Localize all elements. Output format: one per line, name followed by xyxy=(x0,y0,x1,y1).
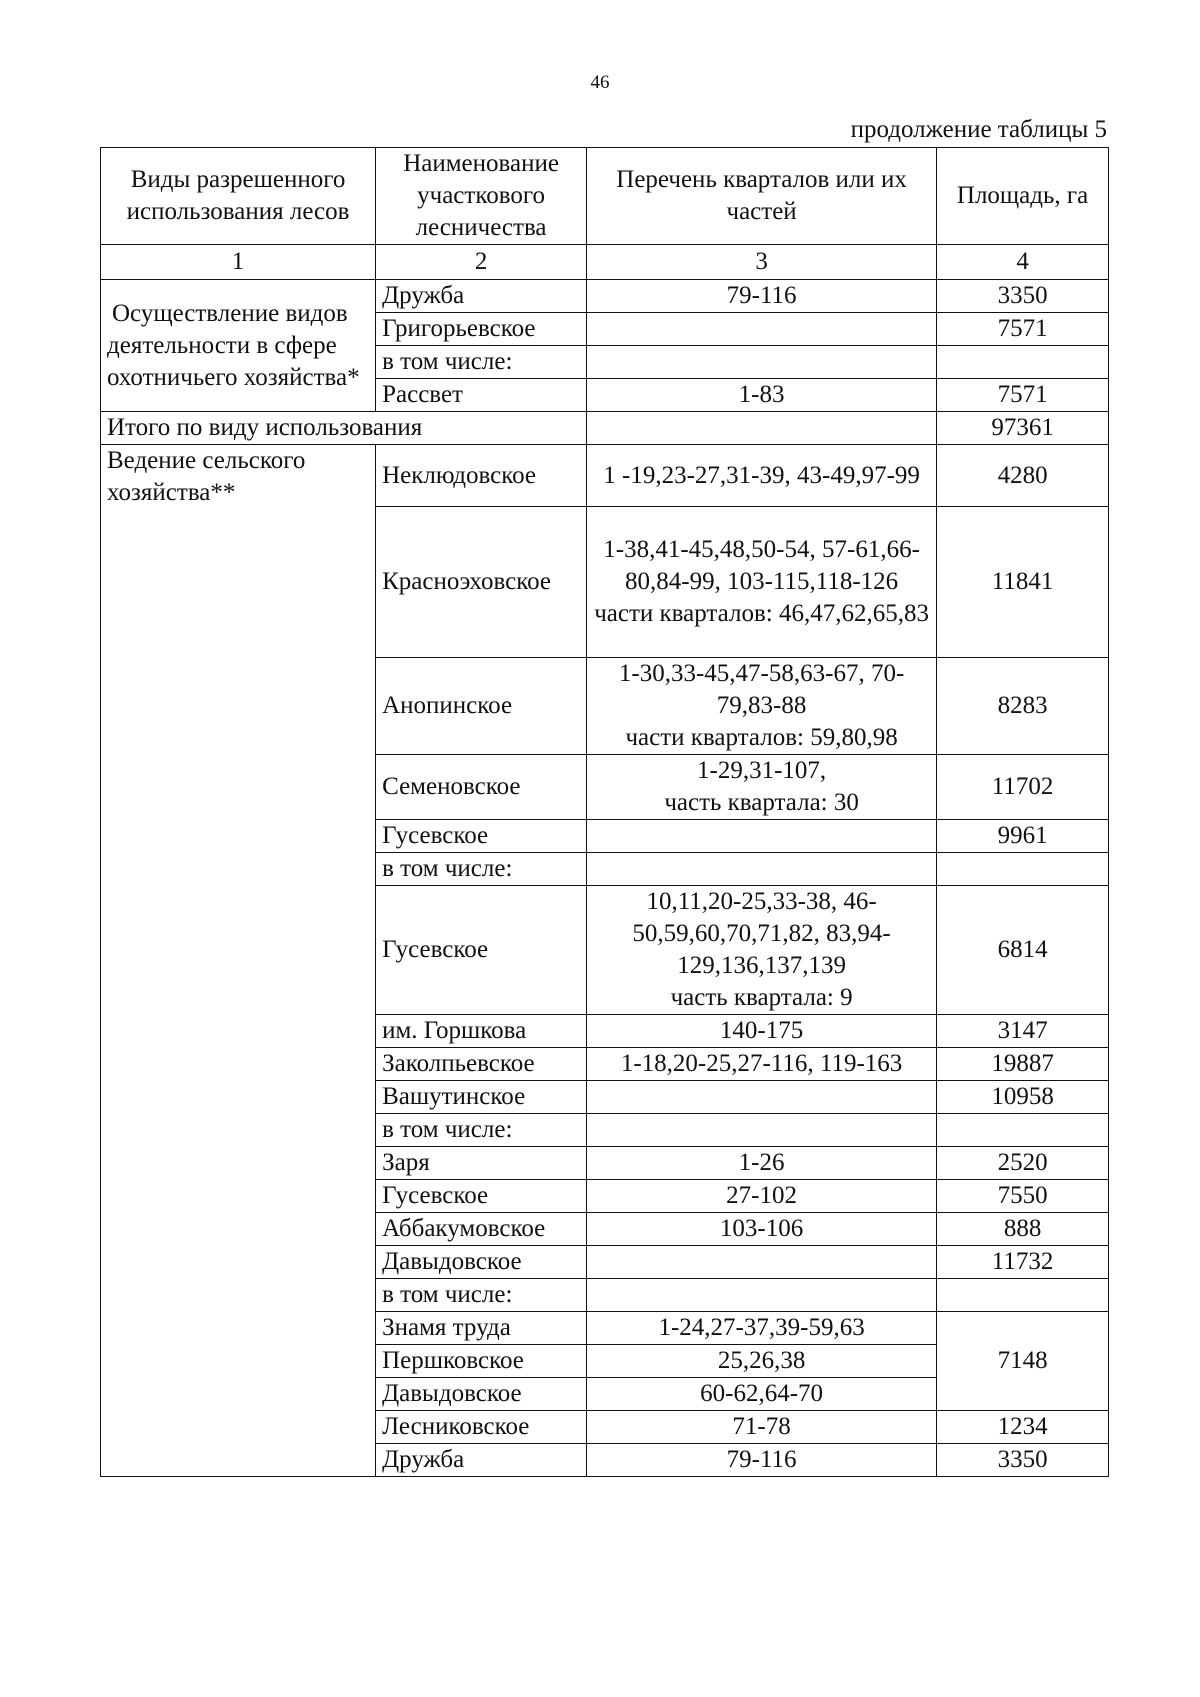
quarters-cell xyxy=(587,1279,937,1312)
quarters-cell: 60-62,64-70 xyxy=(587,1378,937,1411)
area-cell: 2520 xyxy=(937,1147,1109,1180)
column-number: 3 xyxy=(587,245,937,280)
quarters-list: 1-38,41-45,48,50-54, 57-61,66-80,84-99, 103-115,118-126 xyxy=(603,536,920,595)
forestry-name: Гусевское xyxy=(376,886,587,1015)
area-cell: 9961 xyxy=(937,820,1109,853)
quarters-cell xyxy=(587,1081,937,1114)
quarters-cell xyxy=(587,755,937,820)
area-cell: 3147 xyxy=(937,1015,1109,1048)
quarters-cell xyxy=(587,820,937,853)
quarters-cell xyxy=(587,853,937,886)
page-number: 46 xyxy=(590,72,610,93)
forestry-name: Першковское xyxy=(376,1345,587,1378)
area-cell xyxy=(937,1279,1109,1312)
quarters-cell: 1-24,27-37,39-59,63 xyxy=(587,1312,937,1345)
quarters-note: часть квартала: 30 xyxy=(664,789,859,816)
table-row xyxy=(101,445,1109,507)
forestry-name: Григорьевское xyxy=(376,313,587,346)
forestry-name: Лесниковское xyxy=(376,1411,587,1444)
use-kind-hunting xyxy=(101,280,376,412)
quarters-cell: 1-83 xyxy=(587,379,937,412)
quarters-cell xyxy=(587,507,937,658)
table-row xyxy=(101,280,1109,313)
area-cell: 6814 xyxy=(937,886,1109,1015)
forest-use-table xyxy=(100,147,1109,1477)
shared-area-cell: 7148 xyxy=(937,1312,1109,1411)
forestry-name: Заколпьевское xyxy=(376,1048,587,1081)
quarters-cell: 1-26 xyxy=(587,1147,937,1180)
table-caption: продолжение таблицы 5 xyxy=(850,116,1107,143)
quarters-cell xyxy=(587,313,937,346)
area-cell: 1234 xyxy=(937,1411,1109,1444)
forestry-name: им. Горшкова xyxy=(376,1015,587,1048)
forestry-name: Рассвет xyxy=(376,379,587,412)
area-cell xyxy=(937,1114,1109,1147)
forestry-name: Заря xyxy=(376,1147,587,1180)
total-label: Итого по виду использования xyxy=(101,412,587,445)
quarters-cell xyxy=(587,886,937,1015)
quarters-cell xyxy=(587,658,937,755)
quarters-list: 1-29,31-107, xyxy=(697,757,827,784)
area-cell: 8283 xyxy=(937,658,1109,755)
area-cell: 11702 xyxy=(937,755,1109,820)
area-cell: 11732 xyxy=(937,1246,1109,1279)
forestry-name: Семеновское xyxy=(376,755,587,820)
header-row xyxy=(101,148,1109,245)
quarters-cell xyxy=(587,346,937,379)
header-kind: Виды разрешенного использования лесов xyxy=(101,148,376,245)
area-cell: 7571 xyxy=(937,313,1109,346)
area-cell: 4280 xyxy=(937,445,1109,507)
column-number: 2 xyxy=(376,245,587,280)
forestry-name: в том числе: xyxy=(376,1279,587,1312)
forestry-name: в том числе: xyxy=(376,853,587,886)
total-row xyxy=(101,412,1109,445)
forestry-name: Вашутинское xyxy=(376,1081,587,1114)
forestry-name: Дружба xyxy=(376,1444,587,1477)
column-number-row xyxy=(101,245,1109,280)
area-cell: 3350 xyxy=(937,280,1109,313)
total-area: 97361 xyxy=(937,412,1109,445)
quarters-cell: 1 -19,23-27,31-39, 43-49,97-99 xyxy=(587,445,937,507)
quarters-cell xyxy=(587,1114,937,1147)
forestry-name: в том числе: xyxy=(376,346,587,379)
area-cell: 7571 xyxy=(937,379,1109,412)
column-number: 1 xyxy=(101,245,376,280)
forestry-name: Красноэховское xyxy=(376,507,587,658)
forestry-name: Гусевское xyxy=(376,1180,587,1213)
area-cell xyxy=(937,346,1109,379)
forestry-name: Давыдовское xyxy=(376,1246,587,1279)
use-kind-label: Осуществление видов деятельности в сфере охотничьего хозяйства* xyxy=(107,299,360,391)
area-cell xyxy=(937,853,1109,886)
forestry-name: Давыдовское xyxy=(376,1378,587,1411)
header-forestry: Наименование участкового лесничества xyxy=(376,148,587,245)
quarters-cell: 103-106 xyxy=(587,1213,937,1246)
quarters-cell: 71-78 xyxy=(587,1411,937,1444)
forestry-name: в том числе: xyxy=(376,1114,587,1147)
forestry-name: Гусевское xyxy=(376,820,587,853)
quarters-note: часть квартала: 9 xyxy=(670,984,853,1011)
quarters-cell xyxy=(587,412,937,445)
forestry-name: Неклюдовское xyxy=(376,445,587,507)
area-cell: 11841 xyxy=(937,507,1109,658)
forestry-name: Дружба xyxy=(376,280,587,313)
quarters-cell: 140-175 xyxy=(587,1015,937,1048)
area-cell: 7550 xyxy=(937,1180,1109,1213)
forestry-name: Аббакумовское xyxy=(376,1213,587,1246)
use-kind-agriculture xyxy=(101,445,376,1477)
quarters-list: 1-30,33-45,47-58,63-67, 70-79,83-88 xyxy=(618,660,905,719)
quarters-cell: 79-116 xyxy=(587,280,937,313)
area-cell: 10958 xyxy=(937,1081,1109,1114)
quarters-note: части кварталов: 59,80,98 xyxy=(625,724,898,751)
quarters-cell xyxy=(587,1246,937,1279)
use-kind-label: Ведение сельского хозяйства** xyxy=(107,447,306,506)
area-cell: 888 xyxy=(937,1213,1109,1246)
column-number: 4 xyxy=(937,245,1109,280)
header-area: Площадь, га xyxy=(937,148,1109,245)
area-cell: 19887 xyxy=(937,1048,1109,1081)
quarters-cell: 79-116 xyxy=(587,1444,937,1477)
area-cell: 3350 xyxy=(937,1444,1109,1477)
quarters-note: части кварталов: 46,47,62,65,83 xyxy=(594,600,929,627)
quarters-cell: 27-102 xyxy=(587,1180,937,1213)
quarters-cell: 25,26,38 xyxy=(587,1345,937,1378)
forestry-name: Знамя труда xyxy=(376,1312,587,1345)
forestry-name: Анопинское xyxy=(376,658,587,755)
quarters-list: 10,11,20-25,33-38, 46-50,59,60,70,71,82, 83,94-129,136,137,139 xyxy=(632,888,891,979)
header-quarters: Перечень кварталов или их частей xyxy=(587,148,937,245)
quarters-cell: 1-18,20-25,27-116, 119-163 xyxy=(587,1048,937,1081)
